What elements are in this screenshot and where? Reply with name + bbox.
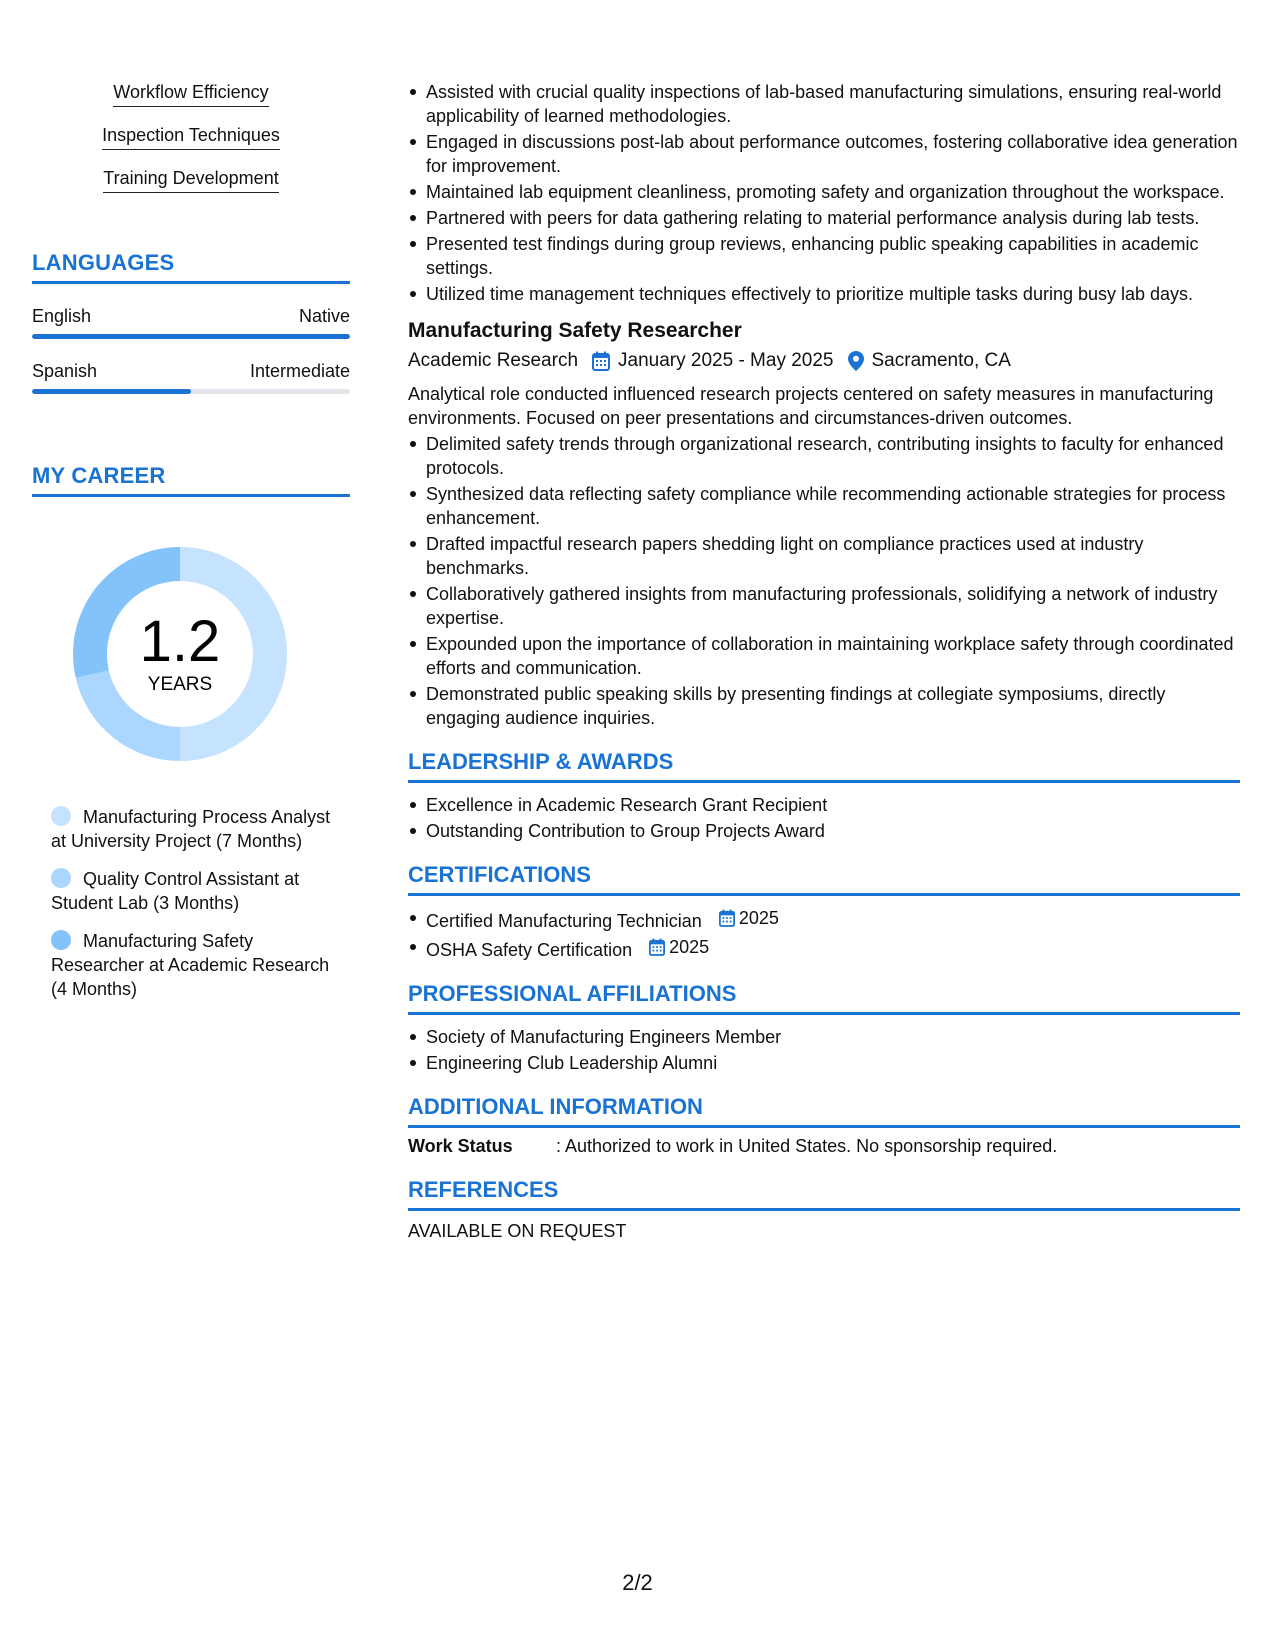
language-item — [32, 359, 350, 394]
work-status-value: : Authorized to work in United States. No sponsorship required. — [556, 1136, 1058, 1156]
language-bar — [32, 334, 350, 339]
bullet-item: Demonstrated public speaking skills by presenting findings at collegiate symposiums, directly engaging audience inquiries. — [426, 682, 1240, 730]
certification-item — [426, 906, 1240, 933]
career-title: MY CAREER — [32, 462, 350, 497]
bullet-item: Assisted with crucial quality inspections of lab-based manufacturing simulations, ensuring real-world applicability of learned methodologies. — [426, 80, 1240, 128]
right-column — [408, 80, 1240, 1243]
legend-dot — [51, 806, 71, 826]
career-total: 1.2 — [139, 609, 221, 674]
career-legend-item — [51, 929, 350, 1001]
legend-dot — [51, 930, 71, 950]
legend-dot — [51, 868, 71, 888]
skill-item: Workflow Efficiency — [113, 80, 268, 107]
affiliation-item: Engineering Club Leadership Alumni — [426, 1051, 1240, 1075]
bullet-item: Presented test findings during group reviews, enhancing public speaking capabilities in academic settings. — [426, 232, 1240, 280]
language-level: Intermediate — [249, 361, 350, 381]
career-legend-label: Quality Control Assistant at Student Lab (3 Months) — [51, 869, 300, 913]
additional-section — [408, 1093, 1240, 1158]
bullet-item: Synthesized data reflecting safety compliance while recommending actionable strategies for process enhancement. — [426, 482, 1240, 530]
bullet-item: Collaboratively gathered insights from manufacturing professionals, solidifying a network of industry expertise. — [426, 582, 1240, 630]
career-section — [32, 462, 350, 1001]
career-legend-label: Manufacturing Safety Researcher at Academic Research (4 Months) — [51, 931, 330, 999]
job-title: Manufacturing Safety Researcher — [408, 319, 742, 342]
work-status-label: Work Status — [408, 1136, 513, 1156]
career-legend — [32, 805, 350, 1001]
career-unit: YEARS — [147, 674, 213, 695]
calendar-icon — [649, 938, 665, 956]
bullet-item: Engaged in discussions post-lab about performance outcomes, fostering collaborative idea generation for improvement. — [426, 130, 1240, 178]
bullet-item: Drafted impactful research papers shedding light on compliance practices used at industry benchmarks. — [426, 532, 1240, 580]
skill-item: Training Development — [103, 166, 278, 193]
career-legend-item — [51, 805, 350, 853]
certification-item — [426, 935, 1240, 962]
bullet-item: Partnered with peers for data gathering relating to material performance analysis during lab tests. — [426, 206, 1240, 230]
page-number: 2/2 — [622, 1570, 653, 1595]
awards-list — [408, 793, 1240, 843]
affiliations-section — [408, 980, 1240, 1075]
award-item: Outstanding Contribution to Group Projects Award — [426, 819, 1240, 843]
career-legend-item — [51, 867, 350, 915]
skills-list — [32, 80, 350, 209]
bullet-item: Utilized time management techniques effectively to prioritize multiple tasks during busy lab days. — [426, 282, 1240, 306]
certification-year: 2025 — [669, 937, 710, 957]
references-text: AVAILABLE ON REQUEST — [408, 1221, 627, 1241]
references-section — [408, 1176, 1240, 1243]
award-item: Excellence in Academic Research Grant Recipient — [426, 793, 1240, 817]
job-location: Sacramento, CA — [871, 350, 1011, 371]
job-entry — [408, 318, 1240, 730]
certification-name: OSHA Safety Certification — [426, 940, 633, 960]
bullet-item: Maintained lab equipment cleanliness, promoting safety and organization throughout the workspace. — [426, 180, 1240, 204]
prev-job-bullets — [408, 80, 1240, 306]
language-item — [32, 304, 350, 339]
language-bar-fill — [32, 389, 191, 394]
certifications-section — [408, 861, 1240, 962]
affiliations-list — [408, 1025, 1240, 1075]
job-dates: January 2025 - May 2025 — [618, 350, 834, 371]
career-donut — [65, 539, 295, 769]
certification-name: Certified Manufacturing Technician — [426, 911, 702, 931]
career-legend-label: Manufacturing Process Analyst at University Project (7 Months) — [51, 807, 331, 851]
language-name: English — [32, 306, 92, 326]
job-company: Academic Research — [408, 350, 579, 371]
job-meta — [408, 348, 1240, 374]
language-name: Spanish — [32, 361, 98, 381]
languages-title: LANGUAGES — [32, 249, 350, 284]
left-column — [32, 80, 350, 1015]
skill-item: Inspection Techniques — [102, 123, 280, 150]
bullet-item: Expounded upon the importance of collaboration in maintaining workplace safety through coordinated efforts and communication. — [426, 632, 1240, 680]
language-level: Native — [298, 306, 350, 326]
awards-title: LEADERSHIP & AWARDS — [408, 748, 1240, 783]
languages-section — [32, 249, 350, 394]
additional-title: ADDITIONAL INFORMATION — [408, 1093, 1240, 1128]
calendar-icon — [719, 909, 735, 927]
certifications-list — [408, 906, 1240, 962]
language-bar-fill — [32, 334, 350, 339]
affiliation-item: Society of Manufacturing Engineers Member — [426, 1025, 1240, 1049]
bullet-item: Delimited safety trends through organizational research, contributing insights to faculty for enhanced protocols. — [426, 432, 1240, 480]
certification-year: 2025 — [738, 908, 779, 928]
references-title: REFERENCES — [408, 1176, 1240, 1211]
calendar-icon — [592, 351, 610, 371]
job-bullets — [408, 432, 1240, 730]
language-bar — [32, 389, 350, 394]
work-status-row — [408, 1134, 1240, 1158]
awards-section — [408, 748, 1240, 843]
certifications-title: CERTIFICATIONS — [408, 861, 1240, 896]
affiliations-title: PROFESSIONAL AFFILIATIONS — [408, 980, 1240, 1015]
map-pin-icon — [848, 351, 864, 371]
job-description: Analytical role conducted influenced research projects centered on safety measures in manufacturing environments. Focused on peer presentations and circumstances-driven outcomes. — [408, 384, 1214, 428]
